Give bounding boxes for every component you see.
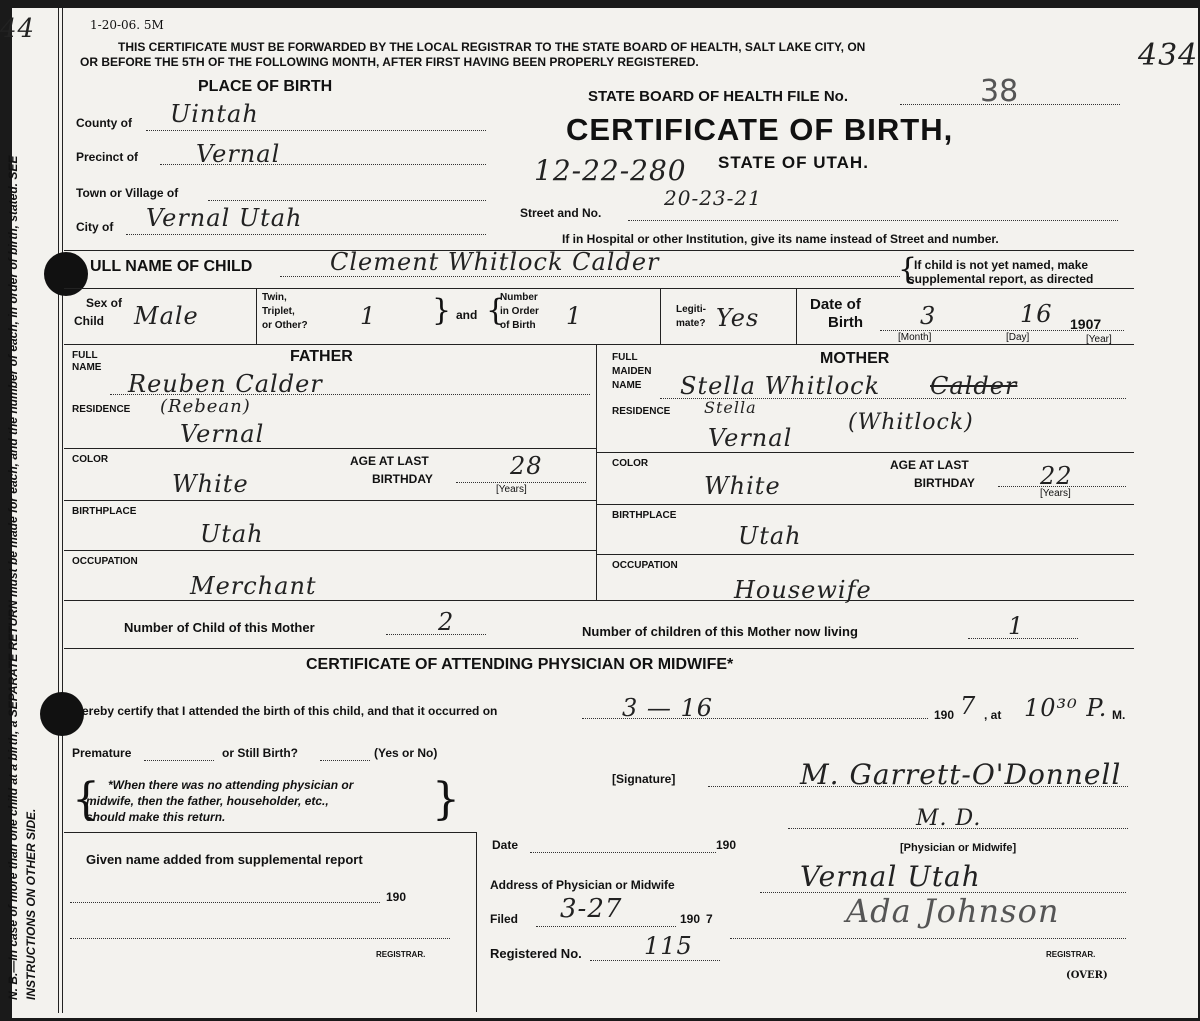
registered-value: 115 — [644, 932, 693, 960]
child-name-label: ULL NAME OF CHILD — [90, 258, 253, 275]
father-residence: Vernal — [180, 420, 265, 448]
supplemental-heading: Given name added from supplemental report — [86, 852, 363, 867]
mother-full-label-3: NAME — [612, 380, 642, 391]
town-line — [208, 200, 486, 201]
margin-left-number: 44 — [0, 14, 36, 44]
stamp-date-1: 12-22-280 — [534, 154, 687, 187]
dob-label-2: Birth — [828, 314, 863, 331]
margin-right-number: 434 — [1138, 38, 1199, 73]
mother-age: 22 — [1040, 462, 1073, 490]
dob-month: 3 — [920, 302, 937, 330]
year-digit: 7 — [960, 692, 977, 720]
father-birthplace-label: BIRTHPLACE — [72, 506, 137, 517]
rule-supplemental — [64, 832, 476, 833]
mother-color: White — [704, 472, 781, 500]
signature-value: M. Garrett-O'Donnell — [800, 758, 1122, 791]
file-number: 38 — [980, 74, 1019, 109]
father-color: White — [172, 470, 249, 498]
order-value: 1 — [566, 302, 583, 330]
sex-label-1: Sex of — [86, 296, 123, 310]
child-number-label: Number of Child of this Mother — [124, 620, 315, 635]
registered-line — [590, 960, 720, 961]
address-value: Vernal Utah — [800, 860, 981, 893]
children-living-label: Number of children of this Mother now living — [582, 624, 858, 639]
vline-twin — [256, 288, 257, 344]
order-label-3: of Birth — [500, 320, 536, 331]
supplemental-line — [70, 902, 380, 903]
dob-day: 16 — [1020, 300, 1053, 328]
filed-year-digit: 7 — [706, 912, 713, 926]
note-line-2: midwife, then the father, householder, etc., — [86, 794, 329, 808]
side-note: N. B.—In case of more than one child at a birth, a SEPARATE RETURN must be made for each, and the number of each, in order of birth, stated. SEE INSTRUCTIONS ON OTHER SIDE. — [6, 155, 38, 1000]
premature-label: Premature — [72, 746, 132, 760]
certificate-title: CERTIFICATE OF BIRTH, — [566, 112, 954, 147]
note-brace-left: { — [72, 774, 100, 825]
children-living: 1 — [1008, 612, 1025, 640]
still-birth-line — [320, 760, 370, 761]
mother-occupation: Housewife — [734, 576, 872, 604]
place-of-birth-heading: PLACE OF BIRTH — [198, 78, 333, 95]
month-label: [Month] — [898, 332, 932, 343]
precinct-value: Vernal — [196, 140, 281, 168]
mother-name: Stella Whitlock — [680, 372, 881, 400]
vline-legit — [660, 288, 661, 344]
premature-line — [144, 760, 214, 761]
father-occupation-label: OCCUPATION — [72, 556, 138, 567]
signature-title: M. D. — [916, 806, 982, 831]
date-190: 190 — [716, 838, 737, 852]
supplemental-year: 190 — [386, 890, 407, 904]
order-brace: { — [486, 293, 506, 328]
father-name-line — [110, 394, 590, 395]
child-name-line — [280, 276, 900, 277]
address-label: Address of Physician or Midwife — [490, 878, 675, 892]
signature-label: [Signature] — [612, 772, 676, 786]
mother-name-struck: Calder — [930, 372, 1018, 400]
county-value: Uintah — [170, 100, 259, 128]
dob-year: 1907 — [1070, 316, 1102, 332]
vline-supplemental — [476, 832, 477, 1012]
ink-blot-1 — [44, 252, 88, 296]
father-full-label-1: FULL — [72, 350, 98, 361]
still-birth-label: or Still Birth? — [222, 746, 298, 760]
form-code: 1-20-06. 5M — [90, 18, 164, 32]
child-name-value: Clement Whitlock Calder — [330, 248, 660, 276]
registrar-signature: Ada Johnson — [846, 892, 1060, 930]
father-age-label-2: BIRTHDAY — [372, 472, 433, 486]
and-label: and — [456, 308, 478, 322]
father-age-label-1: AGE AT LAST — [350, 454, 429, 468]
father-color-label: COLOR — [72, 454, 109, 465]
father-rule-1 — [64, 448, 596, 449]
header-line-2: OR BEFORE THE 5TH OF THE FOLLOWING MONTH, AFTER FIRST HAVING BEEN PROPERLY REGISTERED. — [80, 55, 699, 69]
twin-brace: } — [432, 293, 452, 328]
side-note-divider-2 — [62, 8, 63, 1013]
note-brace-right: } — [432, 774, 460, 825]
mother-rule-1 — [596, 452, 1134, 453]
legit-label-2: mate? — [676, 318, 706, 329]
state-label: STATE OF UTAH. — [718, 153, 869, 172]
father-occupation: Merchant — [190, 572, 317, 600]
rule-physician — [64, 648, 1134, 649]
twin-value: 1 — [360, 302, 377, 330]
mother-full-label-1: FULL — [612, 352, 638, 363]
registered-label: Registered No. — [490, 946, 582, 961]
mother-age-label-2: BIRTHDAY — [914, 476, 975, 490]
supplemental-registrar-label: REGISTRAR. — [376, 950, 426, 959]
mother-residence-note: Stella — [704, 398, 757, 417]
at-label: , at — [984, 708, 1002, 722]
order-label-1: Number — [500, 292, 538, 303]
rule-child — [64, 288, 1134, 289]
occurred-value: 3 — 16 — [622, 694, 714, 722]
filed-value: 3-27 — [560, 894, 623, 924]
street-label: Street and No. — [520, 206, 602, 220]
time-value: 10³⁰ P. — [1024, 694, 1108, 722]
dob-line — [880, 330, 1124, 331]
child-number-line — [386, 634, 486, 635]
legit-value: Yes — [716, 304, 760, 332]
mother-occupation-label: OCCUPATION — [612, 560, 678, 571]
filed-line — [536, 926, 676, 927]
mother-rule-2 — [596, 504, 1134, 505]
father-age-line — [456, 482, 586, 483]
date-label: Date — [492, 838, 519, 852]
name-note-2: supplemental report, as directed — [908, 272, 1094, 286]
city-label: City of — [76, 220, 114, 234]
note-line-3: should make this return. — [86, 810, 226, 824]
mother-residence-label: RESIDENCE — [612, 406, 671, 417]
precinct-label: Precinct of — [76, 150, 139, 164]
father-rule-3 — [64, 550, 596, 551]
mother-birthplace-label: BIRTHPLACE — [612, 510, 677, 521]
town-label: Town or Village of — [76, 186, 179, 200]
father-full-label-2: NAME — [72, 362, 102, 373]
mother-rule-3 — [596, 554, 1134, 555]
file-label: STATE BOARD OF HEALTH FILE No. — [588, 88, 848, 105]
street-line — [628, 220, 1118, 221]
legit-label-1: Legiti- — [676, 304, 706, 315]
sex-value: Male — [134, 302, 199, 330]
county-label: County of — [76, 116, 132, 130]
yes-no-label: (Yes or No) — [374, 746, 438, 760]
day-label: [Day] — [1006, 332, 1030, 343]
name-note-1: If child is not yet named, make — [914, 258, 1089, 272]
rule-parents — [64, 344, 1134, 345]
over-label: (OVER) — [1066, 970, 1108, 981]
m-label: M. — [1112, 708, 1126, 722]
city-line — [126, 234, 486, 235]
twin-label-2: Triplet, — [262, 306, 295, 317]
filed-label: Filed — [490, 912, 519, 926]
date-line — [530, 852, 716, 853]
sex-label-2: Child — [74, 314, 104, 328]
county-line — [146, 130, 486, 131]
father-birthplace: Utah — [200, 520, 264, 548]
physician-label: [Physician or Midwife] — [900, 842, 1017, 854]
child-number: 2 — [438, 608, 455, 636]
mother-birthplace: Utah — [738, 522, 802, 550]
order-label-2: in Order — [500, 306, 539, 317]
name-brace: { — [898, 252, 918, 287]
header-line-1: THIS CERTIFICATE MUST BE FORWARDED BY THE LOCAL REGISTRAR TO THE STATE BOARD OF HEALTH, SALT LAKE CITY, ON — [118, 40, 866, 54]
mother-residence: Vernal — [708, 424, 793, 452]
year-label: [Year] — [1086, 334, 1112, 345]
father-heading: FATHER — [290, 348, 353, 365]
father-name: Reuben Calder — [128, 370, 323, 398]
stamp-date-2: 20-23-21 — [664, 186, 762, 210]
father-years-label: [Years] — [496, 484, 527, 495]
mother-years-label: [Years] — [1040, 488, 1071, 499]
dob-label-1: Date of — [810, 296, 861, 313]
mother-full-label-2: MAIDEN — [612, 366, 652, 377]
registrar-line — [730, 938, 1126, 939]
ink-blot-2 — [40, 692, 84, 736]
note-line-1: *When there was no attending physician or — [108, 778, 354, 792]
vline-parents — [596, 344, 597, 600]
physician-heading: CERTIFICATE OF ATTENDING PHYSICIAN OR MIDWIFE* — [306, 656, 734, 673]
side-note-divider — [58, 8, 59, 1013]
certify-text: ereby certify that I attended the birth of this child, and that it occurred on — [82, 704, 498, 718]
rule-children — [64, 600, 1134, 601]
hospital-note: If in Hospital or other Institution, give its name instead of Street and number. — [562, 232, 999, 246]
year-prefix: 190 — [934, 708, 955, 722]
father-residence-label: RESIDENCE — [72, 404, 131, 415]
supplemental-registrar-line — [70, 938, 450, 939]
twin-label-1: Twin, — [262, 292, 287, 303]
mother-residence-extra: (Whitlock) — [848, 410, 974, 435]
mother-heading: MOTHER — [820, 350, 890, 367]
father-rule-2 — [64, 500, 596, 501]
filed-year: 190 — [680, 912, 701, 926]
mother-age-line — [998, 486, 1126, 487]
twin-label-3: or Other? — [262, 320, 308, 331]
mother-age-label-1: AGE AT LAST — [890, 458, 969, 472]
registrar-label: REGISTRAR. — [1046, 950, 1096, 959]
city-value: Vernal Utah — [146, 204, 303, 232]
mother-color-label: COLOR — [612, 458, 649, 469]
vline-dob — [796, 288, 797, 344]
father-residence-note: (Rebean) — [160, 396, 251, 417]
father-age: 28 — [510, 452, 543, 480]
